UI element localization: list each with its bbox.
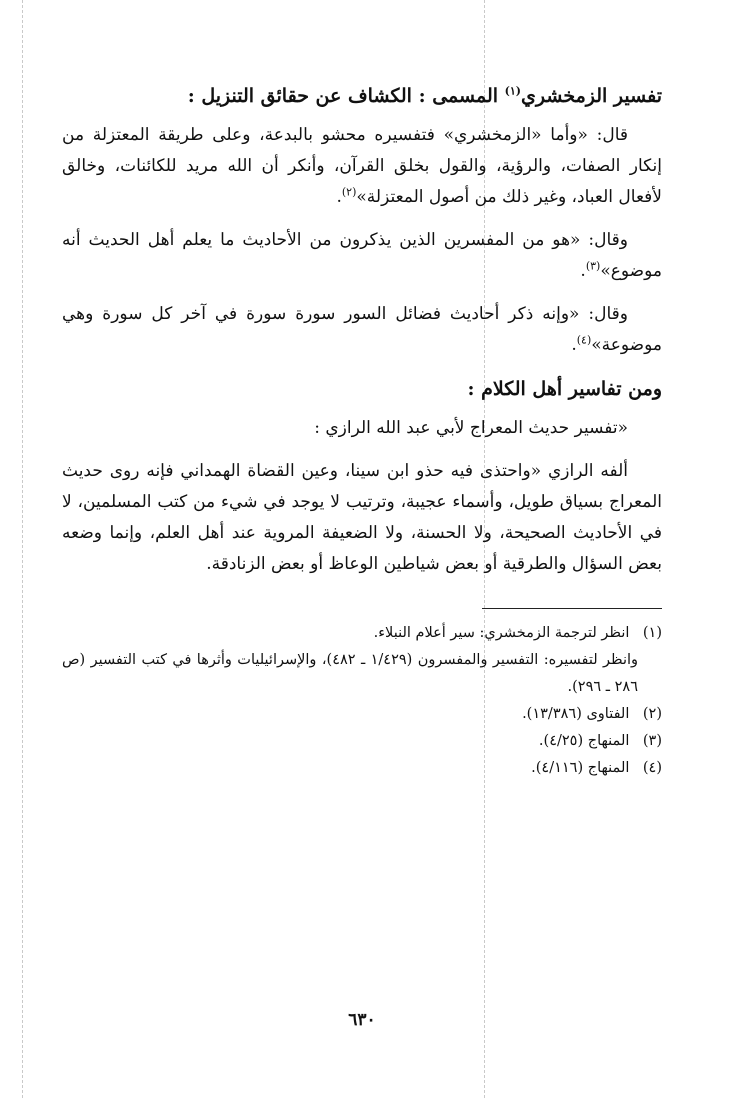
book-page (62, 80, 662, 1040)
footnote-1-continuation: وانظر لتفسيره: التفسير والمفسرون (١/٤٢٩ ـ ٤٨٢)، والإسرائيليات وأثرها في كتب التفسير (ص ٢٨٦ ـ ٢٩٦). (62, 652, 639, 695)
section-heading-kalam: ومن تفاسير أهل الكلام : (467, 378, 662, 400)
footnote-2 (62, 701, 662, 728)
section-heading-zamakhshari (62, 80, 662, 112)
scan-guide-line-left (22, 0, 23, 1098)
footnote-rule (482, 608, 662, 609)
footnote-ref-4: (٤) (576, 333, 592, 347)
paragraph-text: وقال: «هو من المفسرين الذين يذكرون من الأحاديث ما يعلم أهل الحديث أنه موضوع» (62, 230, 662, 281)
footnote-text: انظر لترجمة الزمخشري: سير أعلام النبلاء. (373, 625, 630, 641)
paragraph-text: وقال: «وإنه ذكر أحاديث فضائل السور سورة سورة في آخر كل سورة وهي موضوعة» (62, 304, 662, 355)
paragraph-zamakhshari-quote: قال: «وأما «الزمخشري» فتفسيره محشو بالبدعة، وعلى طريقة المعتزلة من إنكار الصفات، والرؤية، والقول بخلق القرآن، وأنكر أن الله مريد للكائنات، وخالق لأفعال العباد، وغير ذلك من أصول المعتزلة»$^{(٢)}$. (62, 125, 662, 207)
footnote-number: (٢) (642, 706, 662, 722)
footnote-text: الفتاوى (١٣/٣٨٦). (522, 706, 630, 722)
footnote-number: (٤) (642, 760, 662, 776)
footnote-ref-1: (١) (504, 84, 522, 98)
paragraph-mawdu: وقال: «هو من المفسرين الذين يذكرون من الأحاديث ما يعلم أهل الحديث أنه موضوع»$^{(٣)}$. (62, 230, 662, 281)
footnote-text: المنهاج (٤/٢٥). (538, 733, 630, 749)
paragraph-razi-miraj: ألفه الرازي «واحتذى فيه حذو ابن سينا، وعين القضاة الهمداني فإنه روى حديث المعراج بسياق طويل، وأسماء عجيبة، وترتيب لا يوجد في شيء من كتب المسلمين، لا في الأحاديث الصحيحة، ولا الحسنة، ولا الضعيفة المروية عند أهل العلم، وإنما وضعه بعض السؤال والطرقية أو بعض شياطين الوعاظ أو بعض الزنادقة. (62, 461, 662, 574)
footnote-number: (٣) (642, 733, 662, 749)
line-miraj-title: «تفسير حديث المعراج لأبي عبد الله الرازي : (314, 418, 628, 438)
footnote-3 (62, 728, 662, 755)
footnote-ref-2: (٢) (341, 185, 357, 199)
heading-text-rest: المسمى : الكشاف عن حقائق التنزيل : (187, 85, 499, 107)
paragraph-fadail: وقال: «وإنه ذكر أحاديث فضائل السور سورة سورة في آخر كل سورة وهي موضوعة»$^{(٤)}$. (62, 304, 662, 355)
footnote-1 (62, 620, 662, 647)
footnote-number: (١) (642, 625, 662, 641)
footnote-ref-3: (٣) (585, 259, 601, 273)
footnote-4 (62, 755, 662, 782)
footnote-text: المنهاج (٤/١١٦). (531, 760, 630, 776)
footnote-separator (62, 580, 662, 620)
page-number: ٦٣٠ (348, 1010, 376, 1030)
heading-text: تفسير الزمخشري (521, 85, 662, 107)
paragraph-text: قال: «وأما «الزمخشري» فتفسيره محشو بالبدعة، وعلى طريقة المعتزلة من إنكار الصفات، والرؤية، والقول بخلق القرآن، وأنكر أن الله مريد للكائنات، وخالق لأفعال العباد، وغير ذلك من أصول المعتزلة» (62, 125, 662, 207)
footnotes (62, 620, 662, 782)
